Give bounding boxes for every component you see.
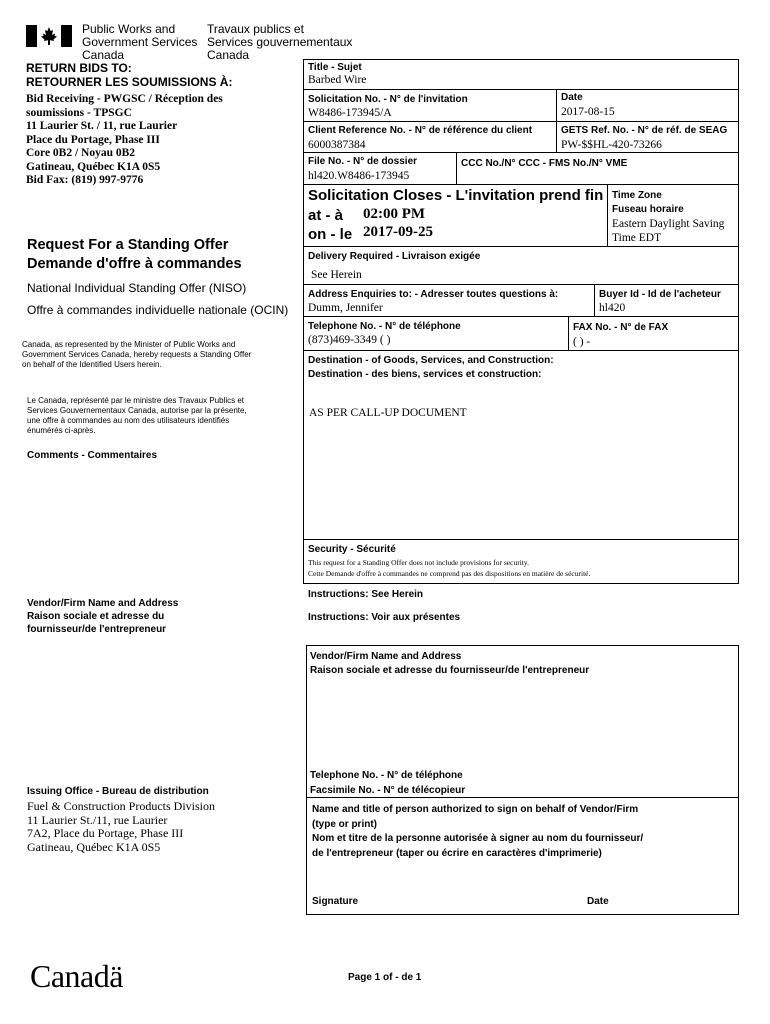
time-zone-label: Time Zone Fuseau horaire <box>612 190 684 215</box>
vendor-name-address-field[interactable] <box>310 680 735 762</box>
solicitation-value: W8486-173945/A <box>308 107 392 119</box>
offer-type-fr: Offre à commandes individuelle nationale (OCIN) <box>27 303 289 317</box>
file-number-label: File No. - N° de dossier <box>308 156 418 167</box>
signature-label: Signature <box>312 896 359 907</box>
instructions-en: Instructions: See Herein <box>308 589 424 600</box>
closing-time-label: at - à <box>308 207 344 224</box>
title-label: Title - Sujet <box>308 62 362 73</box>
vendor-fax-label: Facsimile No. - N° de télécopieur <box>310 785 466 796</box>
authorized-person-label: Name and title of person authorized to sign on behalf of Vendor/Firm (type or print) Nom et titre de la personne autorisée à signer au nom du fournisseur/ de l'entrepreneur (taper ou écrire en caractères d'imprimerie) <box>312 804 644 859</box>
canada-wordmark: Canadä <box>30 958 123 994</box>
department-name-en: Public Works and Government Services Canada <box>82 22 198 62</box>
security-text: This request for a Standing Offer does not include provisions for security. Cette Demande d'offre à commandes ne comprend pas des dispositions en matière de sécurité. <box>308 558 591 578</box>
request-paragraph-fr: Le Canada, représenté par le ministre des Travaux Publics et Services Gouvernementaux Canada, autorise par la présente, une offre à commandes au nom des utilisateurs identifiés énumérés ci-après. <box>27 396 247 435</box>
title-value: Barbed Wire <box>308 74 367 86</box>
client-reference-value: 6000387384 <box>308 139 366 151</box>
instructions-fr: Instructions: Voir aux présentes <box>308 612 461 623</box>
gets-reference-label: GETS Ref. No. - N° de réf. de SEAG <box>561 125 728 136</box>
destination-label: Destination - of Goods, Services, and Construction: Destination - des biens, services et construction: <box>308 355 554 380</box>
comments-label: Comments - Commentaires <box>27 450 158 461</box>
bid-receiving-address: Bid Receiving - PWGSC / Réception des soumissions - TPSGC 11 Laurier St. / 11, rue Laurier Place du Portage, Phase III Core 0B2 / Noyau 0B2 Gatineau, Québec K1A 0S5 Bid Fax: (819) 997-9776 <box>26 93 223 186</box>
date-label: Date <box>561 92 583 103</box>
security-label: Security - Sécurité <box>308 544 396 555</box>
fax-label: FAX No. - N° de FAX <box>573 322 669 333</box>
delivery-label: Delivery Required - Livraison exigée <box>308 251 481 262</box>
page-number: Page 1 of - de 1 <box>348 972 422 983</box>
fax-value: ( ) - <box>573 336 591 348</box>
issuing-office-address: Fuel & Construction Products Division 11 Laurier St./11, rue Laurier 7A2, Place du Portage, Phase III Gatineau, Québec K1A 0S5 <box>27 799 216 854</box>
date-value: 2017-08-15 <box>561 106 615 118</box>
solicitation-label: Solicitation No. - N° de l'invitation <box>308 94 468 105</box>
ccc-number-label: CCC No./N° CCC - FMS No./N° VME <box>461 158 628 169</box>
request-title: Request For a Standing Offer Demande d'offre à commandes <box>27 237 242 272</box>
closing-time-value: 02:00 PM <box>363 206 426 222</box>
offer-type-en: National Individual Standing Offer (NISO) <box>27 281 247 295</box>
destination-value: AS PER CALL-UP DOCUMENT <box>309 407 467 419</box>
return-bids-title: RETURN BIDS TO: RETOURNER LES SOUMISSIONS À: <box>26 61 233 89</box>
closing-date-label: on - le <box>308 226 353 243</box>
authorized-person-field[interactable] <box>310 862 735 892</box>
delivery-value: See Herein <box>311 269 362 281</box>
vendor-label-left: Vendor/Firm Name and Address Raison sociale et adresse du fournisseur/de l'entrepreneur <box>27 598 179 635</box>
buyer-id-label: Buyer Id - Id de l'acheteur <box>599 289 721 300</box>
vendor-box-label: Vendor/Firm Name and Address Raison sociale et adresse du fournisseur/de l'entrepreneur <box>310 651 590 676</box>
client-reference-label: Client Reference No. - N° de référence du client <box>308 125 533 136</box>
gets-reference-value: PW-$$HL-420-73266 <box>561 139 662 151</box>
solicitation-closes-title: Solicitation Closes - L'invitation prend fin <box>308 187 604 204</box>
buyer-id-value: hl420 <box>599 302 626 314</box>
canada-flag-icon <box>26 25 72 47</box>
address-enquiries-label: Address Enquiries to: - Adresser toutes questions à: <box>308 289 559 300</box>
telephone-label: Telephone No. - N° de téléphone <box>308 321 461 332</box>
closing-date-value: 2017-09-25 <box>363 224 433 240</box>
request-paragraph-en: Canada, as represented by the Minister of Public Works and Government Services Canada, hereby requests a Standing Offer on behalf of the Identified Users herein. <box>22 340 252 369</box>
vendor-telephone-label: Telephone No. - N° de téléphone <box>310 770 463 781</box>
department-name-fr: Travaux publics et Services gouvernementaux Canada <box>207 22 353 62</box>
signature-date-label: Date <box>587 896 609 907</box>
issuing-office-label: Issuing Office - Bureau de distribution <box>27 786 209 797</box>
file-number-value: hl420.W8486-173945 <box>308 170 410 182</box>
address-enquiries-value: Dumm, Jennifer <box>308 302 383 314</box>
telephone-value: (873)469-3349 ( ) <box>308 334 391 346</box>
time-zone-value: Eastern Daylight Saving Time EDT <box>612 218 725 244</box>
